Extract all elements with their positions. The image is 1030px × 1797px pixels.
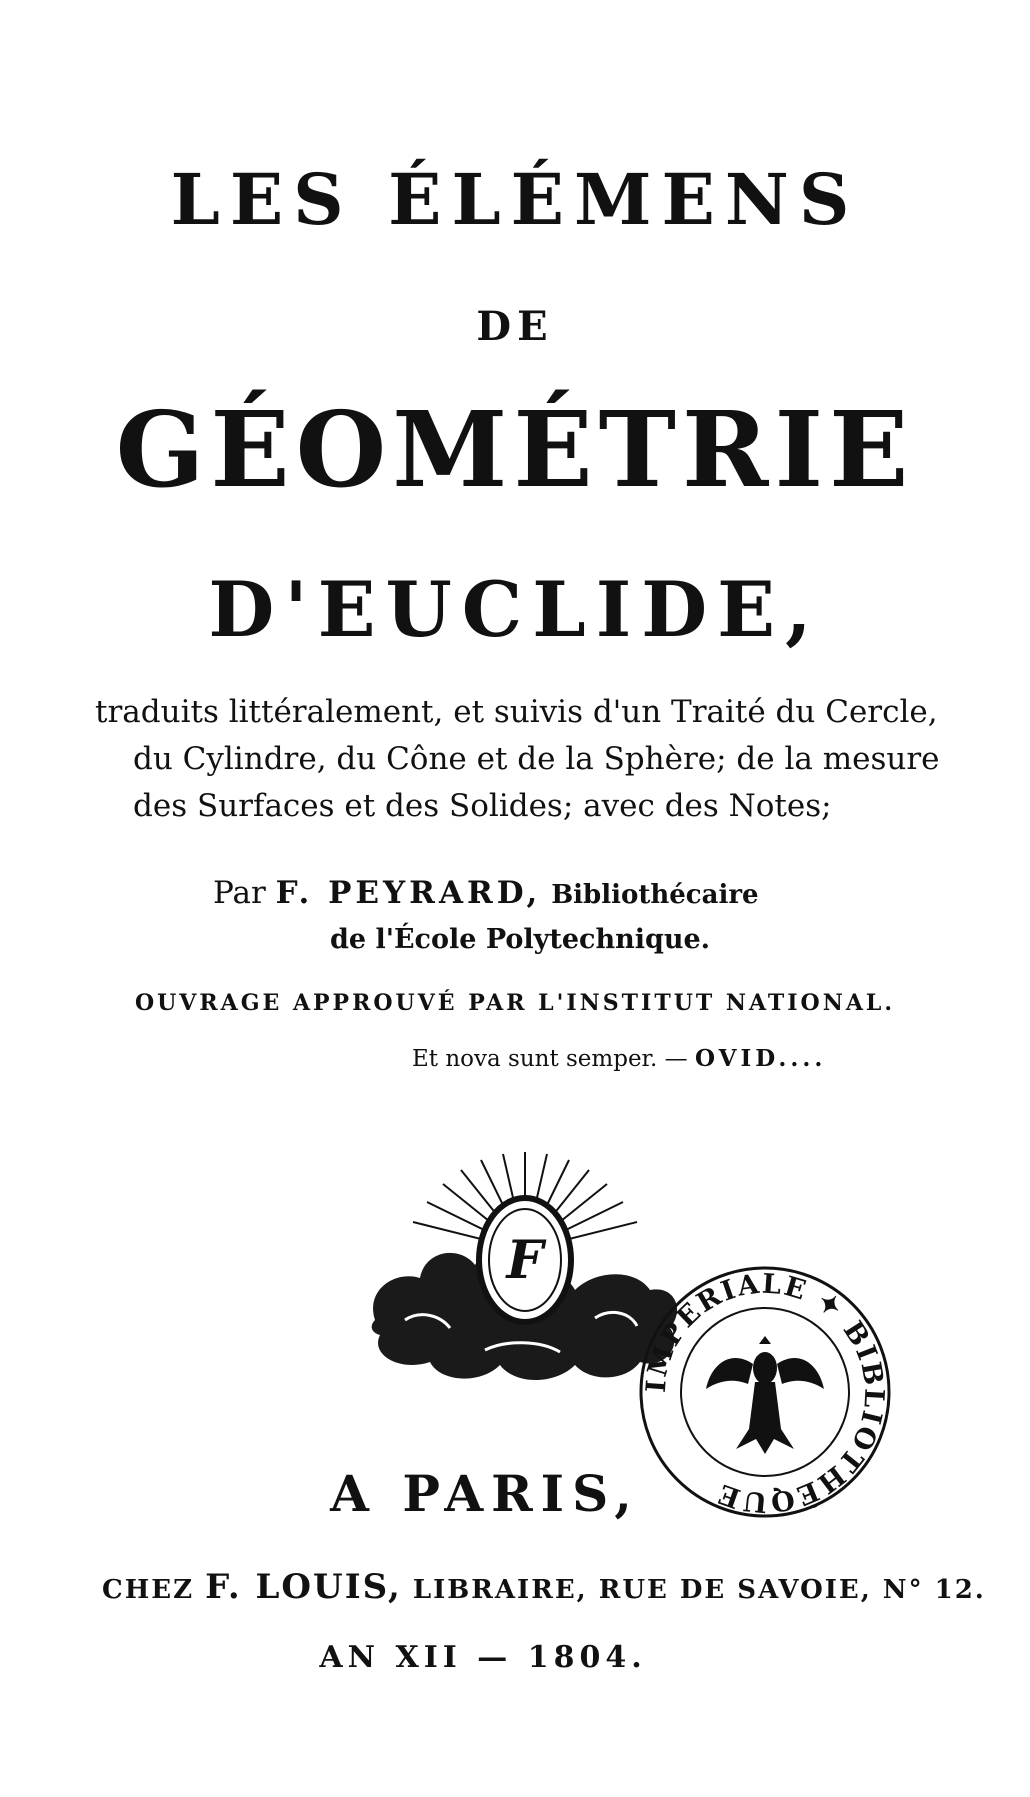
imprint-date: AN XII — 1804. (319, 1640, 647, 1675)
title-line-3: GÉOMÉTRIE (115, 388, 915, 511)
title-line-2: DE (476, 303, 554, 350)
imprint-publisher: F. LOUIS, (205, 1567, 402, 1607)
author-role: Bibliothécaire (551, 880, 759, 910)
author-line (213, 875, 759, 911)
subtitle-line-1: traduits littéralement, et suivis d'un Traité du Cercle, (95, 694, 938, 730)
imprint-publisher-line (102, 1567, 986, 1607)
imprint-chez: CHEZ (102, 1575, 195, 1605)
title-line-4: D'EUCLIDE, (208, 565, 822, 654)
author-name: F. PEYRARD, (275, 875, 542, 911)
subtitle-line-2: du Cylindre, du Cône et de la Sphère; de la mesure (133, 741, 940, 777)
approval-line: OUVRAGE APPROUVÉ PAR L'INSTITUT NATIONAL. (134, 990, 896, 1016)
vignette-monogram: F (506, 1230, 544, 1291)
motto-source: OVID.... (694, 1045, 827, 1072)
title-line-1: LES ÉLÉMENS (170, 158, 860, 241)
motto (412, 1045, 826, 1072)
imprint-address: LIBRAIRE, RUE DE SAVOIE, N° 12. (412, 1575, 986, 1605)
imprint-city: A PARIS, (330, 1464, 640, 1523)
stamp-text: IMPERIALE ✦ BIBLIOTHÈQUE (640, 1268, 890, 1518)
author-affiliation: de l'École Polytechnique. (330, 924, 711, 955)
motto-text: Et nova sunt semper. — (412, 1046, 688, 1072)
author-prefix: Par (213, 875, 266, 911)
subtitle-line-3: des Surfaces et des Solides; avec des Notes; (133, 788, 832, 824)
